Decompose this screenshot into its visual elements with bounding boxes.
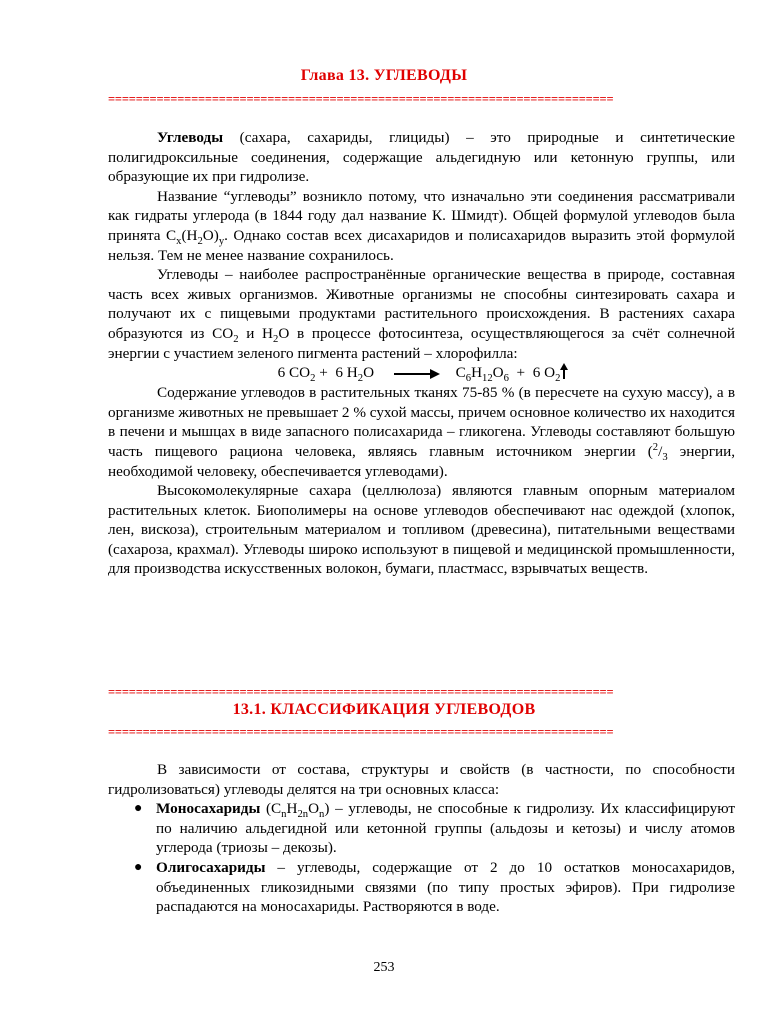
eq-h2o: 6 $H_2O$ <box>335 364 375 385</box>
eq-glucose: $C_6H_{12}O_6$ <box>455 364 509 385</box>
section-title: 13.1. КЛАССИФИКАЦИЯ УГЛЕВОДОВ <box>232 701 536 718</box>
bullet-icon: ● <box>134 801 143 817</box>
paragraph-photosynthesis <box>108 265 735 363</box>
origin-text-b: (H <box>181 226 198 244</box>
sub-2: 2 <box>197 236 203 247</box>
sub-y: y <box>218 236 225 247</box>
eq-plus-1: + <box>315 364 336 382</box>
paragraph-classification: В зависимости от состава, структуры и свойств (в частности, по способности гидролизоваться) углеводы делятся на три основных класса: <box>108 761 735 798</box>
term-oligosaccharides: Олигосахариды <box>156 858 266 876</box>
term-monosaccharides: Моносахариды <box>156 800 261 818</box>
sub-h2o: 2 <box>273 333 279 345</box>
paragraph-biopolymers: Высокомолекулярные сахара (целлюлоза) являются главным опорным материалом растительных клеток. Биополимеры на основе углеводов обеспечивают нас одеждой (хлопок, лен, вискоза), строительным материалом и топливом (древесина), питательными веществами (сахароза, крахмал). Углеводы широко используют в пищевой и медицинской промышленности, для производства искусственных волокон, бумаги, пластмасс, взрывчатых веществ. <box>108 482 735 578</box>
eq-plus-2: + <box>508 364 533 382</box>
paragraph-definition <box>108 128 735 187</box>
section-rule-top: ========================================================================= <box>108 685 614 699</box>
class-list <box>108 799 735 917</box>
photosynthesis-equation <box>108 363 735 383</box>
fraction-numerator: 2 <box>652 441 659 453</box>
photo-text-c: O в процессе фотосинтеза, осуществляющегося за счёт солнечной энергии с участием зеленого пигмента растений – хлорофилла: <box>108 324 735 362</box>
photo-text-a: Углеводы – наиболее распространённые органические вещества в природе, составная часть всех живых организмов. Животные организмы не способны синтезировать сахара и получают их с пищевыми продуктами растительного происхождения. В растениях сахара образуются из CO <box>108 266 735 342</box>
origin-text-d: . Однако состав всех дисахаридов и полисахаридов выразить этой формулой нельзя. Тем не менее название сохранилось. <box>108 226 735 264</box>
list-item-monosaccharides: ● Моносахариды $(C_nH_{2n}O_n)$ – углеводы, не способные к гидролизу. Их классифицируют по наличию альдегидной или кетонной группы (альдозы и кетозы) и числу атомов углерода (триозы – декозы). <box>134 800 735 857</box>
sub-x: x <box>176 236 182 247</box>
origin-text-c: O) <box>202 226 219 244</box>
content-text-b: энергии, необходимой человеку, обеспечивается углеводами). <box>108 442 736 480</box>
term-uglevody: Углеводы <box>157 129 224 146</box>
definition-text: (сахара, сахариды, глициды) – это природные и синтетические полигидроксильные соединения, содержащие альдегидную или кетонную группы, или образующие их при гидролизе. <box>108 129 735 186</box>
right-arrow-icon <box>394 373 438 375</box>
paragraph-content <box>108 383 735 481</box>
chapter-rule: ========================================================================= <box>108 92 614 106</box>
photo-text-b: и H <box>238 324 273 342</box>
paragraph-name-origin <box>108 187 735 265</box>
fraction-denominator: 3 <box>662 451 668 463</box>
list-item-oligosaccharides <box>108 858 735 917</box>
content-text-a: Содержание углеводов в растительных тканях 75-85 % (в пересчете на сухую массу), а в организме животных не превышает 2 % сухой массы, причем основное количество их находится в печени и мышцах в виде запасного полисахарида – гликогена. Углеводы составляют большую часть пищевого рациона человека, являясь главным источником энергии ( <box>108 384 735 460</box>
origin-text-a: Название “углеводы” возникло потому, что изначально эти соединения рассматривали как гидраты углерода (в 1844 году дал название К. Шмидт). Общей формулой углеводов была принята C <box>108 187 735 244</box>
eq-o2: 6 $O_2$ <box>532 364 561 385</box>
body-text-2 <box>108 760 735 917</box>
gas-up-arrow-icon <box>563 365 565 379</box>
body-text-1 <box>108 128 735 579</box>
sub-co2: 2 <box>233 333 239 345</box>
section-rule-bottom: ========================================================================= <box>108 725 614 739</box>
eq-co2: 6 $CO_2$ <box>277 364 316 385</box>
oligo-text: – углеводы, содержащие от 2 до 10 остатков моносахаридов, объединенных гликозидными связями (по типу простых эфиров). При гидролизе распадаются на моносахариды. Растворяются в воде. <box>156 858 735 916</box>
bullet-icon: ● <box>134 859 143 875</box>
fraction-slash: / <box>658 442 663 460</box>
chapter-title: Глава 13. УГЛЕВОДЫ <box>300 67 468 84</box>
page-number: 253 <box>373 960 395 975</box>
